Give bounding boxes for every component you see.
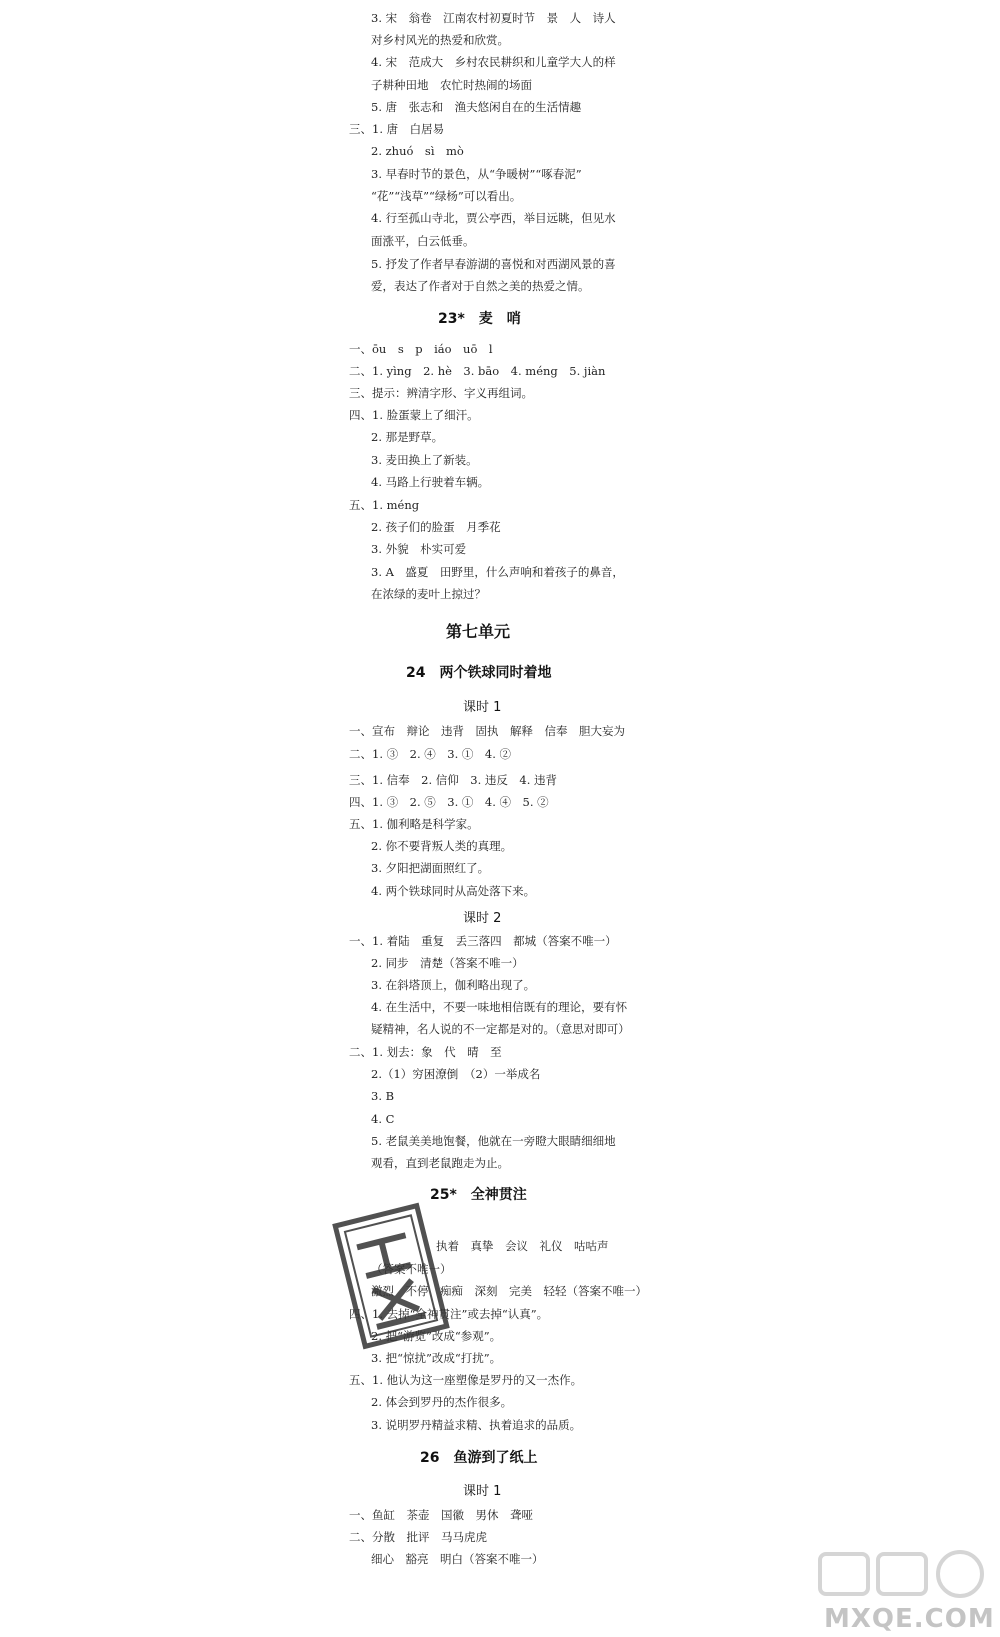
seal-stamp [330,1201,451,1351]
answer-line: 五、1. méng [349,498,420,512]
answer-line: （答案不唯一） [371,1262,452,1276]
answer-line: 3. 夕阳把湖面照红了。 [371,861,490,875]
answer-line: 4. 行至孤山寺北，贾公亭西，举目远眺，但见水 [371,211,616,225]
answer-line: 对乡村风光的热爱和欣赏。 [371,33,509,47]
answer-line: 4. 宋 范成大 乡村农民耕织和儿童学大人的样 [371,55,616,69]
section-heading: 24 两个铁球同时着地 [406,665,552,681]
answer-line: 2. 那是野草。 [371,430,444,444]
section-heading: 课时 1 [463,700,502,715]
answer-line: 4. 两个铁球同时从高处落下来。 [371,884,536,898]
section-heading: 23* 麦 哨 [438,311,521,327]
answer-line: 五、1. 他认为这一座塑像是罗丹的又一杰作。 [349,1373,583,1387]
answer-line: 4. 在生活中，不要一味地相信既有的理论，要有怀 [371,1000,628,1014]
section-heading: 26 鱼游到了纸上 [420,1450,538,1466]
answer-line: 子耕种田地 农忙时热闹的场面 [371,78,532,92]
answer-line: 三、提示：辨清字形、字义再组词。 [349,386,533,400]
section-heading: 课时 2 [463,911,502,926]
answer-line: 疑精神，名人说的不一定都是对的。（意思对即可） [371,1022,630,1036]
answer-line: 2. zhuó sì mò [371,144,464,158]
answer-line: 2. 体会到罗丹的杰作很多。 [371,1395,513,1409]
answer-line: 3. 说明罗丹精益求精、执着追求的品质。 [371,1418,582,1432]
answer-line: 一、宣布 辩论 违背 固执 解释 信奉 胆大妄为 [349,724,625,738]
answer-line: 5. 唐 张志和 渔夫悠闲自在的生活情趣 [371,100,582,114]
answer-line: 五、1. 伽利略是科学家。 [349,817,479,831]
answer-line: 2. 孩子们的脸蛋 月季花 [371,520,501,534]
answer-line: 一、鱼缸 茶壶 国徽 男休 聋哑 [349,1508,533,1522]
answer-line: 四、1. ③ 2. ⑤ 3. ① 4. ④ 5. ② [349,795,549,809]
answer-line: 3. 把“惊扰”改成“打扰”。 [371,1351,502,1365]
answer-line: 细心 豁亮 明白（答案不唯一） [371,1552,544,1566]
answer-line: 四、1. 脸蛋蒙上了细汗。 [349,408,479,422]
answer-line: 3. 麦田换上了新装。 [371,453,478,467]
answer-line: 四、1. 去掉“全神贯注”或去掉“认真”。 [349,1307,549,1321]
answer-line: 2. 把“游览”改成“参观”。 [371,1329,502,1343]
answer-line: 一、ōu s p iáo uō l [349,342,493,356]
answer-line: 观看，直到老鼠跑走为止。 [371,1156,509,1170]
section-heading: 课时 1 [463,1484,502,1499]
answer-line: “花”“浅草”“绿杨”可以看出。 [371,189,522,203]
answer-line: 二、分散 批评 马马虎虎 [349,1530,487,1544]
answer-line: 爱，表达了作者对于自然之美的热爱之情。 [371,279,590,293]
watermark-text: MXQE.COM [824,1604,995,1634]
answer-line: 2. 你不要背叛人类的真理。 [371,839,513,853]
answer-line: 二、1. yìng 2. hè 3. bāo 4. méng 5. jiàn [349,364,606,378]
answer-line: 4. 马路上行驶着车辆。 [371,475,490,489]
answer-line: 三、1. 信奉 2. 信仰 3. 违反 4. 违背 [349,773,558,787]
answer-line: 2. 同步 清楚（答案不唯一） [371,956,524,970]
section-heading: 25* 全神贯注 [430,1187,527,1203]
answer-line: 面涨平，白云低垂。 [371,234,475,248]
answer-line: 激烈 不停 痴痴 深刻 完美 轻轻（答案不唯一） [371,1284,647,1298]
answer-line: 3. 外貌 朴实可爱 [371,542,467,556]
answer-line: 在浓绿的麦叶上掠过？ [371,587,486,601]
answer-line: 二、1. 划去：象 代 晴 至 [349,1045,502,1059]
answer-line: 3. 早春时节的景色，从“争暖树”“啄春泥” [371,167,582,181]
answer-line: 3. B [371,1089,395,1103]
answer-line: 三、1. 唐 白居易 [349,122,445,136]
answer-line: 3. A 盛夏 田野里，什么声响和着孩子的鼻音， [371,565,624,579]
section-heading: 第七单元 [446,622,511,641]
answer-line: 5. 抒发了作者早春游湖的喜悦和对西湖风景的喜 [371,257,616,271]
answer-line: 一、1. 着陆 重复 丢三落四 都城（答案不唯一） [349,934,617,948]
answer-line: 2.（1）穷困潦倒 （2）一举成名 [371,1067,541,1081]
answer-line: 3. 在斜塔顶上，伽利略出现了。 [371,978,536,992]
answer-line: 4. C [371,1112,395,1126]
answer-line: 执着 真挚 会议 礼仪 咕咕声 [436,1239,609,1253]
answer-line: 5. 老鼠美美地饱餐，他就在一旁瞪大眼睛细细地 [371,1134,616,1148]
answer-line: 3. 宋 翁卷 江南农村初夏时节 景 人 诗人 [371,11,616,25]
answer-line: 二、1. ③ 2. ④ 3. ① 4. ② [349,747,512,761]
